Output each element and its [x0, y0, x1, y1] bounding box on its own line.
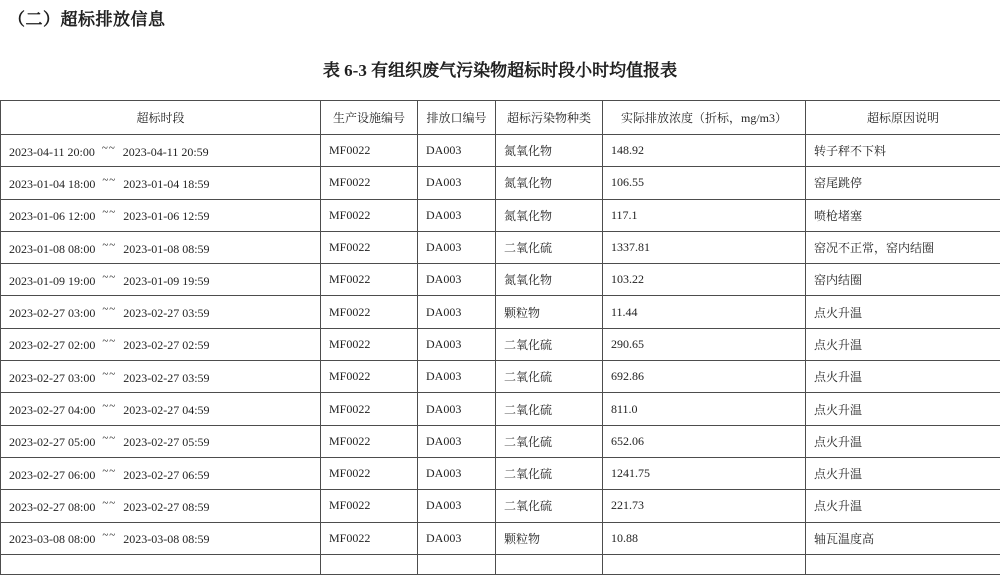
period-start: 2023-02-27 06:00: [9, 467, 96, 482]
concentration-cell: 811.0: [603, 393, 806, 425]
reason-cell: 点火升温: [806, 361, 1000, 393]
facility-id-cell: MF0022: [321, 296, 418, 328]
column-header: 超标污染物种类: [496, 101, 603, 135]
table-row: [1, 490, 1000, 522]
period-separator: ~~: [102, 400, 117, 413]
column-header: 超标时段: [1, 101, 321, 135]
period-cell: [1, 522, 321, 554]
pollutant-type-cell: 二氧化硫: [496, 425, 603, 457]
concentration-cell: 117.1: [603, 199, 806, 231]
period-start: 2023-01-06 12:00: [9, 209, 96, 224]
period-end: 2023-02-27 02:59: [123, 338, 210, 353]
outlet-id-cell: DA003: [418, 296, 496, 328]
table-row: [1, 457, 1000, 489]
period-separator: ~~: [102, 270, 117, 283]
pollutant-type-cell: 氮氧化物: [496, 199, 603, 231]
reason-cell: 轴瓦温度高: [806, 522, 1000, 554]
column-header: 排放口编号: [418, 101, 496, 135]
facility-id-cell: MF0022: [321, 457, 418, 489]
pollutant-type-cell: 二氧化硫: [496, 361, 603, 393]
period-cell: [1, 328, 321, 360]
period-separator: ~~: [102, 335, 117, 348]
reason-cell: 点火升温: [806, 328, 1000, 360]
period-end: 2023-02-27 04:59: [123, 403, 210, 418]
outlet-id-cell: DA003: [418, 490, 496, 522]
period-end: 2023-01-06 12:59: [123, 209, 210, 224]
reason-cell: 转子秤不下料: [806, 135, 1000, 167]
pollutant-type-cell: 二氧化硫: [496, 328, 603, 360]
pollutant-type-cell: 颗粒物: [496, 296, 603, 328]
reason-cell: 点火升温: [806, 490, 1000, 522]
outlet-id-cell: DA003: [418, 328, 496, 360]
table-row: [1, 231, 1000, 263]
reason-cell: 窑内结圈: [806, 264, 1000, 296]
pollutant-type-cell: 氮氧化物: [496, 135, 603, 167]
period-cell: [1, 393, 321, 425]
empty-cell: [1, 554, 321, 574]
period-end: 2023-02-27 06:59: [123, 467, 210, 482]
facility-id-cell: MF0022: [321, 328, 418, 360]
period-cell: [1, 199, 321, 231]
table-row: [1, 264, 1000, 296]
facility-id-cell: MF0022: [321, 167, 418, 199]
pollutant-type-cell: 二氧化硫: [496, 457, 603, 489]
outlet-id-cell: DA003: [418, 199, 496, 231]
period-end: 2023-01-09 19:59: [123, 273, 210, 288]
period-start: 2023-02-27 03:00: [9, 370, 96, 385]
period-cell: [1, 361, 321, 393]
pollutant-type-cell: 颗粒物: [496, 522, 603, 554]
facility-id-cell: MF0022: [321, 231, 418, 263]
facility-id-cell: MF0022: [321, 490, 418, 522]
period-start: 2023-01-04 18:00: [9, 176, 96, 191]
period-cell: [1, 264, 321, 296]
period-separator: ~~: [102, 173, 117, 186]
outlet-id-cell: DA003: [418, 361, 496, 393]
period-start: 2023-02-27 08:00: [9, 499, 96, 514]
concentration-cell: 692.86: [603, 361, 806, 393]
period-end: 2023-02-27 03:59: [123, 306, 210, 321]
period-cell: [1, 296, 321, 328]
concentration-cell: 290.65: [603, 328, 806, 360]
reason-cell: 窑尾跳停: [806, 167, 1000, 199]
column-header: 生产设施编号: [321, 101, 418, 135]
table-row: [1, 328, 1000, 360]
facility-id-cell: MF0022: [321, 199, 418, 231]
column-header: 实际排放浓度（折标，mg/m3）: [603, 101, 806, 135]
period-separator: ~~: [102, 496, 117, 509]
empty-cell: [603, 554, 806, 574]
period-start: 2023-01-08 08:00: [9, 241, 96, 256]
empty-cell: [496, 554, 603, 574]
pollutant-type-cell: 二氧化硫: [496, 231, 603, 263]
outlet-id-cell: DA003: [418, 457, 496, 489]
period-cell: [1, 167, 321, 199]
empty-cell: [806, 554, 1000, 574]
table-header-row: [1, 101, 1000, 135]
pollutant-type-cell: 二氧化硫: [496, 393, 603, 425]
section-heading: （二）超标排放信息: [8, 10, 166, 29]
reason-cell: 点火升温: [806, 425, 1000, 457]
period-cell: [1, 425, 321, 457]
table-row: [1, 199, 1000, 231]
period-end: 2023-01-08 08:59: [123, 241, 210, 256]
concentration-cell: 221.73: [603, 490, 806, 522]
concentration-cell: 106.55: [603, 167, 806, 199]
facility-id-cell: MF0022: [321, 361, 418, 393]
period-separator: ~~: [102, 367, 117, 380]
reason-cell: 点火升温: [806, 393, 1000, 425]
outlet-id-cell: DA003: [418, 425, 496, 457]
period-start: 2023-02-27 05:00: [9, 435, 96, 450]
table-row: [1, 393, 1000, 425]
period-separator: ~~: [102, 303, 117, 316]
outlet-id-cell: DA003: [418, 264, 496, 296]
concentration-cell: 10.88: [603, 522, 806, 554]
facility-id-cell: MF0022: [321, 393, 418, 425]
period-separator: ~~: [102, 206, 117, 219]
outlet-id-cell: DA003: [418, 167, 496, 199]
outlet-id-cell: DA003: [418, 135, 496, 167]
table-row: [1, 425, 1000, 457]
period-start: 2023-02-27 03:00: [9, 306, 96, 321]
period-end: 2023-01-04 18:59: [123, 176, 210, 191]
table-row: [1, 522, 1000, 554]
partial-row: [1, 554, 1000, 574]
outlet-id-cell: DA003: [418, 522, 496, 554]
table-row: [1, 296, 1000, 328]
period-end: 2023-02-27 05:59: [123, 435, 210, 450]
period-separator: ~~: [102, 432, 117, 445]
reason-cell: 点火升温: [806, 457, 1000, 489]
reason-cell: 喷枪堵塞: [806, 199, 1000, 231]
table-row: [1, 167, 1000, 199]
table-row: [1, 135, 1000, 167]
period-start: 2023-04-11 20:00: [9, 144, 95, 159]
period-end: 2023-02-27 08:59: [123, 499, 210, 514]
period-separator: ~~: [101, 141, 116, 154]
table-body: [1, 135, 1000, 575]
concentration-cell: 652.06: [603, 425, 806, 457]
outlet-id-cell: DA003: [418, 393, 496, 425]
period-separator: ~~: [102, 464, 117, 477]
period-start: 2023-02-27 04:00: [9, 403, 96, 418]
concentration-cell: 148.92: [603, 135, 806, 167]
concentration-cell: 1241.75: [603, 457, 806, 489]
period-start: 2023-02-27 02:00: [9, 338, 96, 353]
period-end: 2023-04-11 20:59: [122, 144, 209, 159]
concentration-cell: 1337.81: [603, 231, 806, 263]
pollutant-type-cell: 氮氧化物: [496, 264, 603, 296]
facility-id-cell: MF0022: [321, 522, 418, 554]
period-cell: [1, 490, 321, 522]
facility-id-cell: MF0022: [321, 264, 418, 296]
exceedance-report-table: [0, 100, 1000, 575]
facility-id-cell: MF0022: [321, 135, 418, 167]
outlet-id-cell: DA003: [418, 231, 496, 263]
period-start: 2023-03-08 08:00: [9, 532, 96, 547]
pollutant-type-cell: 二氧化硫: [496, 490, 603, 522]
period-separator: ~~: [102, 238, 117, 251]
period-cell: [1, 135, 321, 167]
period-cell: [1, 231, 321, 263]
pollutant-type-cell: 氮氧化物: [496, 167, 603, 199]
reason-cell: 窑况不正常，窑内结圈: [806, 231, 1000, 263]
period-end: 2023-03-08 08:59: [123, 532, 210, 547]
concentration-cell: 11.44: [603, 296, 806, 328]
period-start: 2023-01-09 19:00: [9, 273, 96, 288]
empty-cell: [418, 554, 496, 574]
concentration-cell: 103.22: [603, 264, 806, 296]
table-row: [1, 361, 1000, 393]
reason-cell: 点火升温: [806, 296, 1000, 328]
period-separator: ~~: [102, 529, 117, 542]
column-header: 超标原因说明: [806, 101, 1000, 135]
facility-id-cell: MF0022: [321, 425, 418, 457]
period-end: 2023-02-27 03:59: [123, 370, 210, 385]
empty-cell: [321, 554, 418, 574]
period-cell: [1, 457, 321, 489]
table-title: 表 6-3 有组织废气污染物超标时段小时均值报表: [322, 61, 678, 80]
